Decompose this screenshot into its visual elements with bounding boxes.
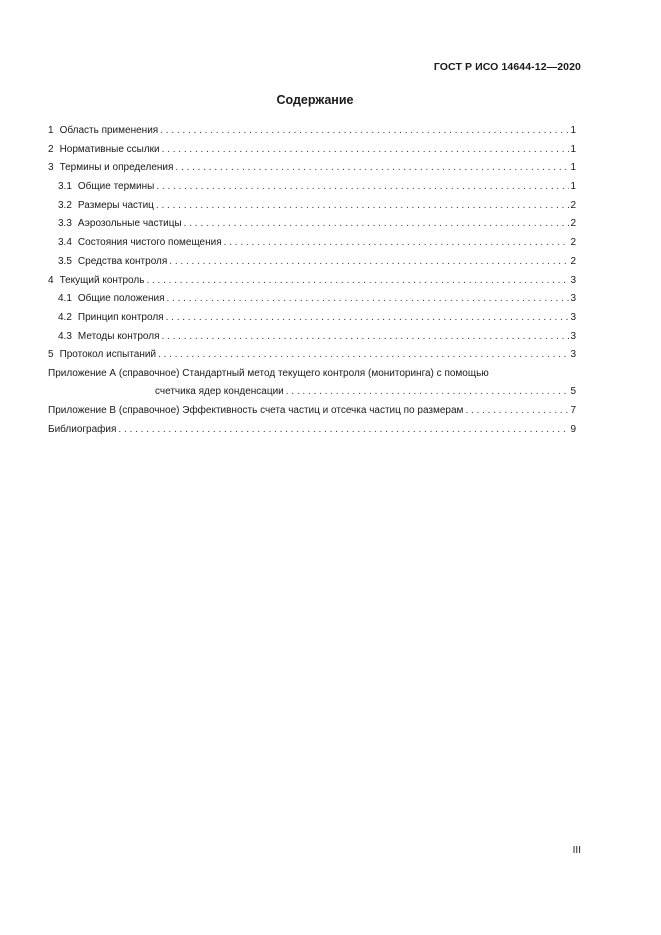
toc-entry-title: Приложение В (справочное) Эффективность счета частиц и отсечка частиц по размерам xyxy=(48,404,464,416)
leader-dots xyxy=(286,386,570,397)
toc-entry-number: 3.5 xyxy=(58,255,72,267)
leader-dots xyxy=(175,162,569,173)
toc-entry-4-1[interactable] xyxy=(48,293,576,312)
leader-dots xyxy=(158,349,569,360)
toc-entry-number: 4.3 xyxy=(58,330,72,342)
leader-dots xyxy=(224,237,570,248)
toc-entry-number: 4 xyxy=(48,274,54,286)
toc-entry-3[interactable] xyxy=(48,162,576,181)
toc-entry-3-3[interactable] xyxy=(48,218,576,237)
document-code: ГОСТ Р ИСО 14644-12—2020 xyxy=(433,61,581,73)
leader-dots xyxy=(166,312,570,323)
toc-entry-page: 3 xyxy=(570,274,576,286)
toc-entry-page: 3 xyxy=(570,293,576,305)
toc-entry-number: 3.1 xyxy=(58,181,72,193)
leader-dots xyxy=(162,144,570,155)
toc-entry-bibliography[interactable] xyxy=(48,424,576,443)
toc-entry-number: 4.1 xyxy=(58,293,72,305)
toc-entry-title: Общие термины xyxy=(77,181,155,193)
toc-entry-page: 2 xyxy=(570,237,576,249)
toc-entry-title: Средства контроля xyxy=(77,255,168,267)
leader-dots xyxy=(146,275,569,286)
leader-dots xyxy=(167,293,570,304)
toc-entry-annex-a[interactable] xyxy=(48,368,576,405)
toc-entry-title: Протокол испытаний xyxy=(59,349,157,361)
toc-entry-page: 1 xyxy=(570,125,576,136)
toc-entry-page: 3 xyxy=(570,330,576,342)
toc-entry-number: 1 xyxy=(48,125,54,136)
toc-entry-2[interactable] xyxy=(48,144,576,163)
leader-dots xyxy=(162,331,570,342)
leader-dots xyxy=(169,256,569,267)
toc-entry-page: 2 xyxy=(570,255,576,267)
table-of-contents xyxy=(48,125,576,442)
toc-entry-4-3[interactable] xyxy=(48,331,576,350)
leader-dots xyxy=(156,181,569,192)
toc-entry-number: 3.2 xyxy=(58,199,72,211)
toc-entry-title: Размеры частиц xyxy=(77,199,154,211)
toc-entry-title: Текущий контроль xyxy=(59,274,145,286)
toc-entry-number: 5 xyxy=(48,349,54,361)
leader-dots xyxy=(184,218,570,229)
toc-entry-page: 2 xyxy=(570,218,576,230)
toc-entry-title: Принцип контроля xyxy=(77,311,164,323)
toc-entry-page: 5 xyxy=(570,385,576,397)
annex-a-title-line1: Приложение А (справочное) Стандартный метод текущего контроля (мониторинга) с помощью xyxy=(48,367,489,379)
toc-entry-title: Общие положения xyxy=(77,293,165,305)
toc-entry-page: 3 xyxy=(570,349,576,361)
toc-entry-3-1[interactable] xyxy=(48,181,576,200)
toc-entry-page: 3 xyxy=(570,311,576,323)
toc-entry-number: 3.3 xyxy=(58,218,72,230)
toc-entry-title: Термины и определения xyxy=(59,162,174,174)
toc-entry-page: 1 xyxy=(570,143,576,155)
toc-entry-number: 4.2 xyxy=(58,311,72,323)
annex-a-title-line2: счетчика ядер конденсации xyxy=(155,385,284,397)
toc-entry-number: 3.4 xyxy=(58,237,72,249)
toc-entry-number: 3 xyxy=(48,162,54,174)
toc-entry-page: 7 xyxy=(570,404,576,416)
toc-title: Содержание xyxy=(276,93,354,107)
toc-entry-title: Библиография xyxy=(48,423,117,435)
toc-entry-title: Аэрозольные частицы xyxy=(77,218,182,230)
toc-entry-page: 2 xyxy=(570,199,576,211)
leader-dots xyxy=(160,125,569,136)
toc-entry-3-4[interactable] xyxy=(48,237,576,256)
toc-entry-1[interactable] xyxy=(48,125,576,144)
leader-dots xyxy=(156,200,570,211)
toc-entry-4-2[interactable] xyxy=(48,312,576,331)
toc-entry-title: Нормативные ссылки xyxy=(59,143,160,155)
toc-entry-title: Область применения xyxy=(59,125,159,136)
toc-entry-page: 9 xyxy=(570,423,576,435)
toc-entry-5[interactable] xyxy=(48,349,576,368)
leader-dots xyxy=(465,405,569,416)
page-number: III xyxy=(572,845,581,856)
toc-entry-number: 2 xyxy=(48,143,54,155)
toc-entry-4[interactable] xyxy=(48,275,576,294)
leader-dots xyxy=(118,424,569,435)
toc-entry-3-5[interactable] xyxy=(48,256,576,275)
toc-entry-annex-b[interactable] xyxy=(48,405,576,424)
toc-entry-title: Состояния чистого помещения xyxy=(77,237,222,249)
toc-entry-title: Методы контроля xyxy=(77,330,160,342)
toc-entry-3-2[interactable] xyxy=(48,200,576,219)
toc-entry-page: 1 xyxy=(570,162,576,174)
toc-entry-page: 1 xyxy=(570,181,576,193)
